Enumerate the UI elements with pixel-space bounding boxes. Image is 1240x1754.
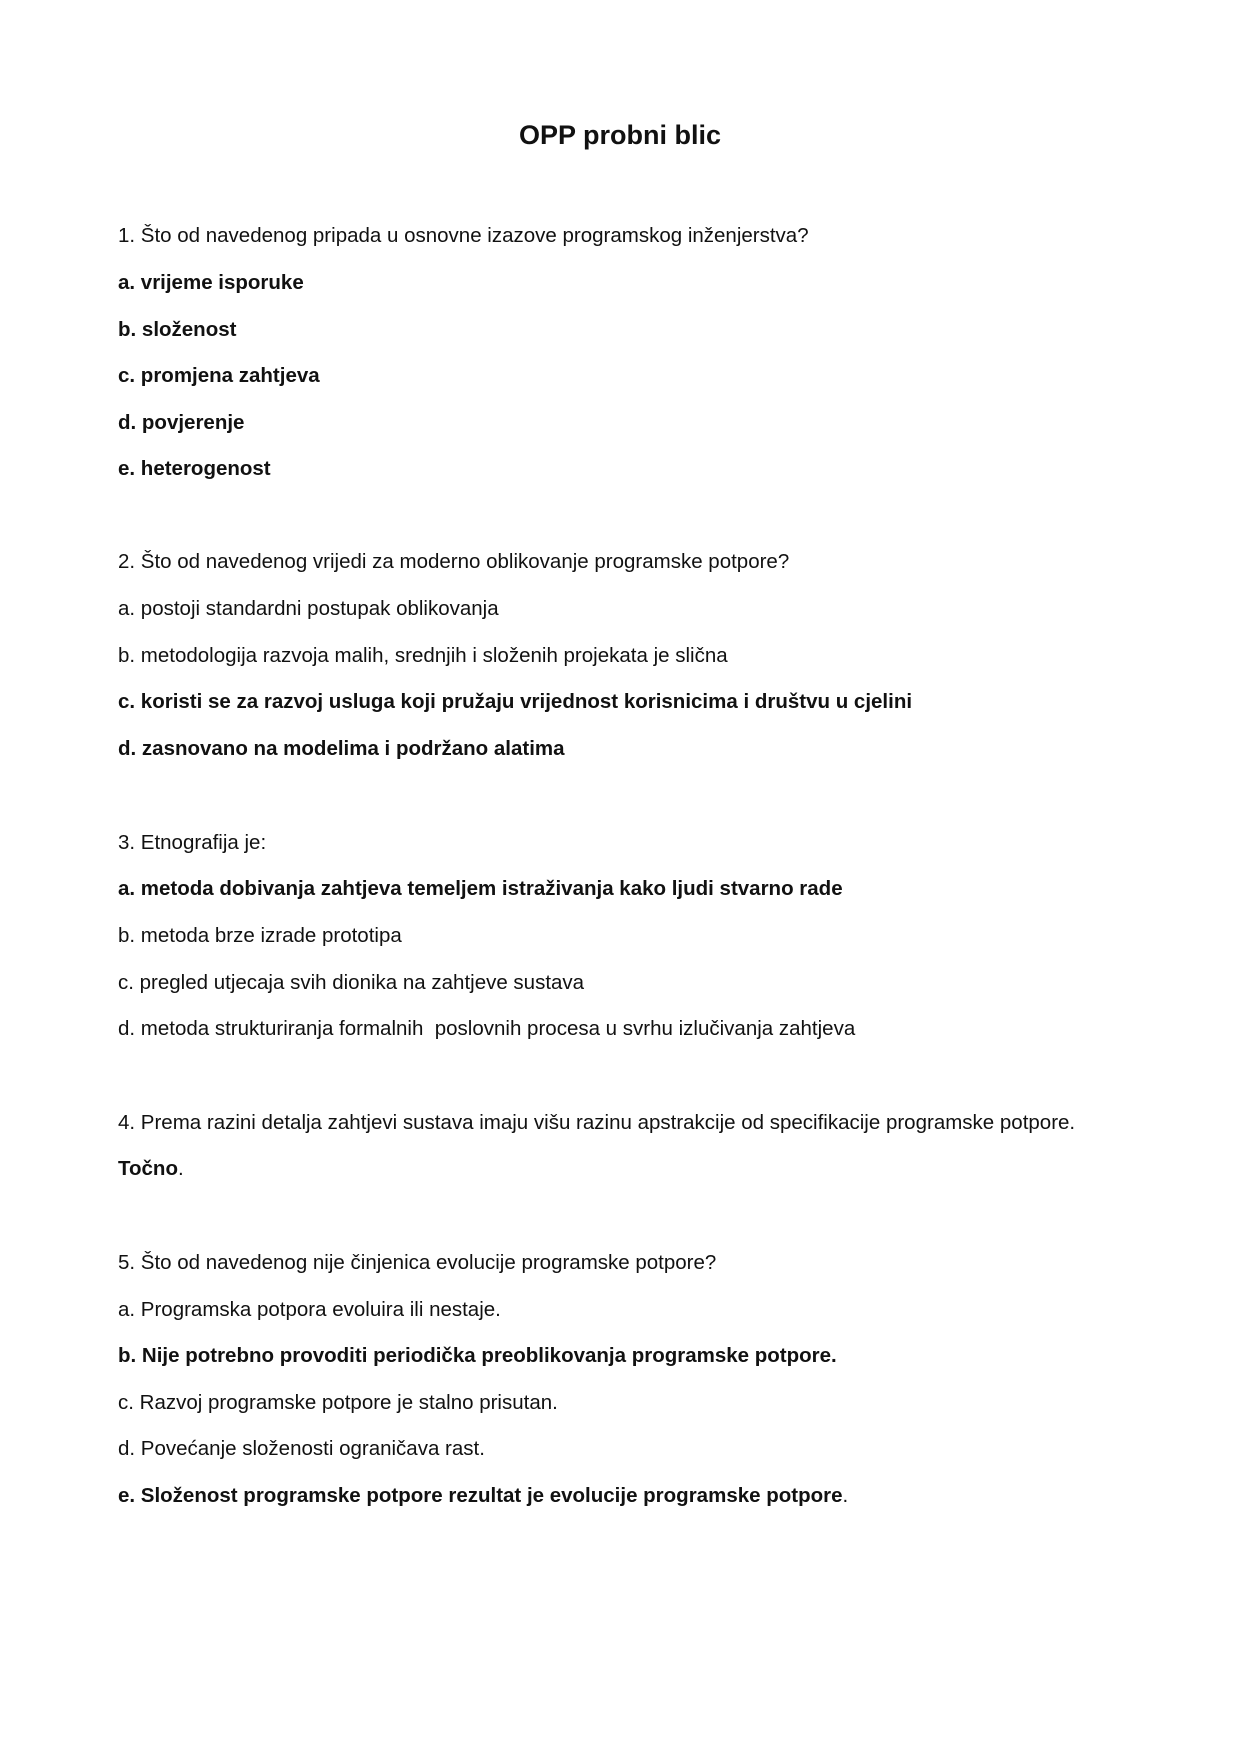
question-5-option-a: a. Programska potpora evoluira ili nestaje. (118, 1298, 501, 1321)
question-4-text: 4. Prema razini detalja zahtjevi sustava imaju višu razinu apstrakcije od specifikacije programske potpore. (118, 1111, 1076, 1134)
question-5-option-e-text: e. Složenost programske potpore rezultat je evolucije programske potpore (118, 1484, 843, 1507)
question-2-option-c: c. koristi se za razvoj usluga koji pružaju vrijednost korisnicima i društvu u cjelini (118, 690, 913, 713)
question-2-option-b: b. metodologija razvoja malih, srednjih i složenih projekata je slična (118, 644, 728, 667)
question-1-option-c: c. promjena zahtjeva (118, 364, 320, 387)
question-1-option-e: e. heterogenost (118, 457, 271, 480)
question-4-answer (118, 1155, 184, 1183)
question-5-text: 5. Što od navedenog nije činjenica evolucije programske potpore? (118, 1251, 717, 1274)
question-5-option-e (118, 1482, 848, 1510)
question-5-option-b: b. Nije potrebno provoditi periodička preoblikovanja programske potpore. (118, 1344, 837, 1367)
question-5-option-c: c. Razvoj programske potpore je stalno prisutan. (118, 1391, 558, 1414)
question-2-option-d: d. zasnovano na modelima i podržano alatima (118, 737, 565, 760)
question-1-option-b: b. složenost (118, 318, 237, 341)
question-3-option-d: d. metoda strukturiranja formalnih poslovnih procesa u svrhu izlučivanja zahtjeva (118, 1017, 856, 1040)
question-1-text: 1. Što od navedenog pripada u osnovne izazove programskog inženjerstva? (118, 224, 809, 247)
question-2-option-a: a. postoji standardni postupak oblikovanja (118, 597, 499, 620)
page-title: OPP probni blic (518, 120, 722, 150)
question-4-answer-value: Točno (118, 1157, 178, 1180)
question-3-option-c: c. pregled utjecaja svih dionika na zahtjeve sustava (118, 971, 585, 994)
question-1-option-d: d. povjerenje (118, 411, 245, 434)
question-3-option-a: a. metoda dobivanja zahtjeva temeljem istraživanja kako ljudi stvarno rade (118, 877, 843, 900)
question-1-option-a: a. vrijeme isporuke (118, 271, 304, 294)
question-5-option-e-trail: . (842, 1484, 849, 1507)
question-2-text: 2. Što od navedenog vrijedi za moderno oblikovanje programske potpore? (118, 550, 790, 573)
question-5-option-d: d. Povećanje složenosti ograničava rast. (118, 1437, 485, 1460)
question-3-text: 3. Etnografija je: (118, 831, 267, 854)
question-3-option-b: b. metoda brze izrade prototipa (118, 924, 402, 947)
question-4-answer-trail: . (177, 1157, 184, 1180)
